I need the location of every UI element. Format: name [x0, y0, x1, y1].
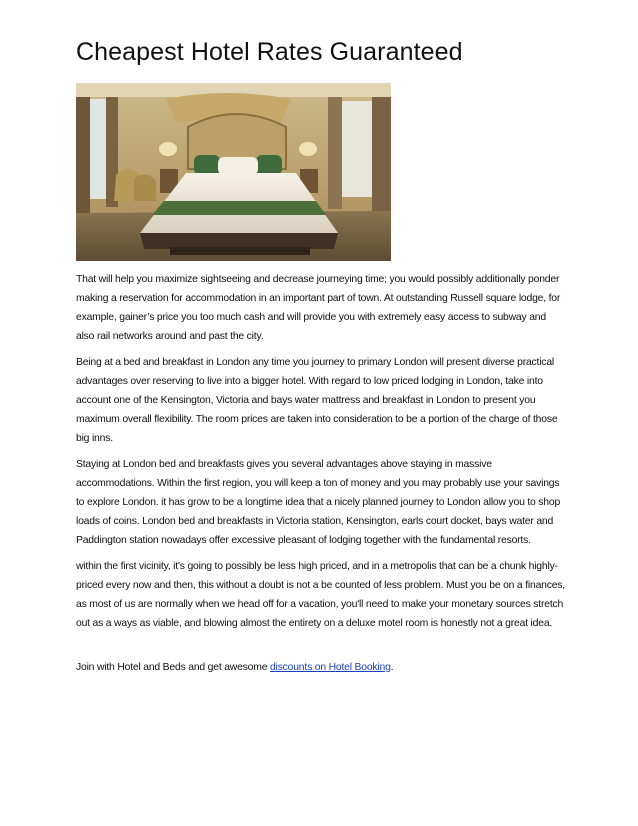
- hotel-room-photo: [76, 83, 391, 261]
- paragraph-2: Being at a bed and breakfast in London any time you journey to primary London will present diverse practical advantages over reserving to live into a bigger hotel. With regard to low priced lodging in London, take into account one of the Kensington, Victoria and bays water mattress and breakfast in London to present you maximum overall flexibility. The room prices are taken into consideration to be a portion of the charge of those big inns.: [76, 357, 558, 444]
- page-title: Cheapest Hotel Rates Guaranteed: [76, 38, 463, 66]
- cta-prefix: Join with Hotel and Beds and get awesome: [76, 662, 270, 673]
- cta-line: [76, 662, 393, 673]
- discounts-link[interactable]: discounts on Hotel Booking: [269, 662, 391, 673]
- paragraph-1: That will help you maximize sightseeing and decrease journeying time; you would possibly additionally ponder making a reservation for accommodation in an important part of town. At outstanding Russell square lodge, for example, gainer’s price you too much cash and will provide you with extremely easy access to subway and also rail networks around and past the city.: [76, 274, 561, 342]
- paragraph-3: Staying at London bed and breakfasts gives you several advantages above staying in massive accommodations. Within the first region, you will keep a ton of money and you may probably use your savings to explore London. it has grow to be a longtime idea that a nicely planned journey to London allow you to shop loads of coins. London bed and breakfasts in Victoria station, Kensington, earls court docket, bays water and Paddington station nowadays offer excessive pleasant of lodging together with the fundamental resorts.: [76, 459, 561, 546]
- paragraph-4: within the first vicinity, it's going to possibly be less high priced, and in a metropolis that can be a chunk highly-priced every now and then, this without a doubt is not a be counted of less problem. Must you be on a finances, as most of us are normally when we head off for a vacation, you'll need to make your monetary sources stretch out as a ways as viable, and blowing almost the entirety on a deluxe motel room is honestly not a great idea.: [76, 561, 565, 629]
- body-text: [76, 271, 566, 641]
- cta-suffix: .: [390, 662, 394, 673]
